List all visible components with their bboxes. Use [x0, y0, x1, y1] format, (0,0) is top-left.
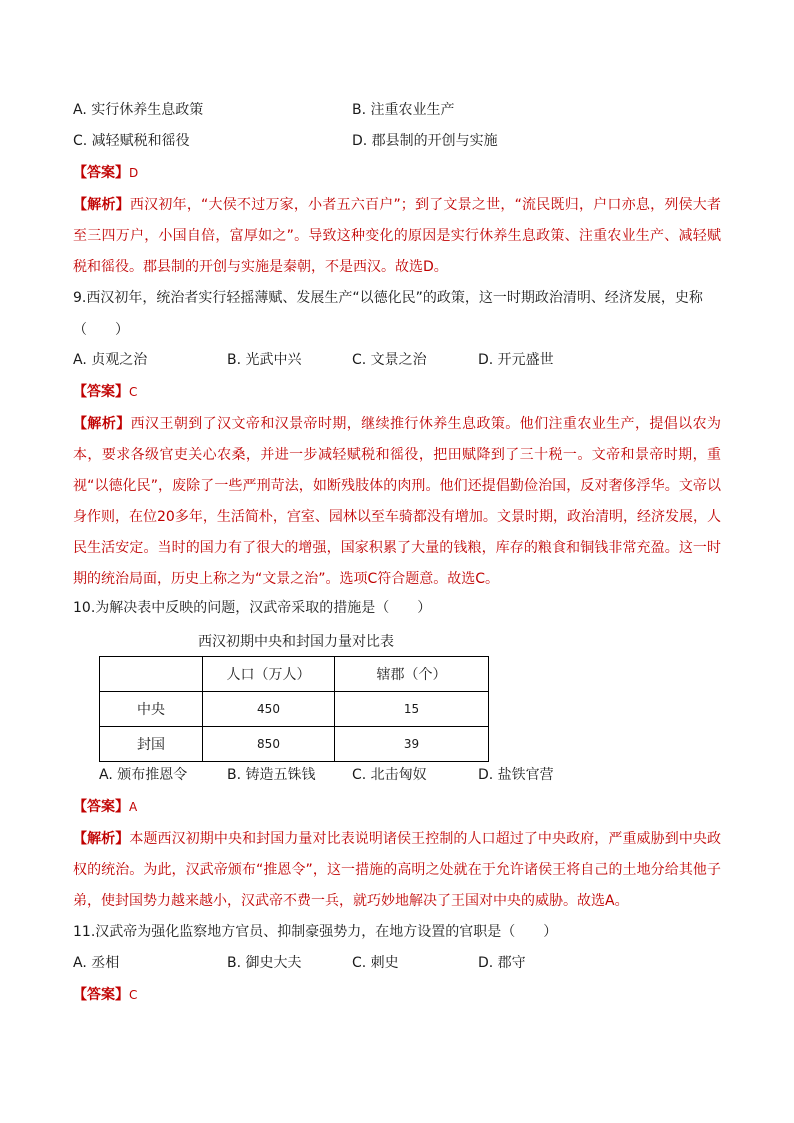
q11-stem: 11.汉武帝为强化监察地方官员、抑制豪强势力，在地方设置的官职是（ ） [73, 924, 558, 940]
table-title: 西汉初期中央和封国力量对比表 [198, 634, 394, 650]
q11-option-d: D. 郡守 [478, 955, 526, 971]
answer-label: 【答案】 [73, 384, 129, 400]
q11-option-b: B. 御史大夫 [227, 955, 302, 971]
analysis-label: 【解析】 [73, 831, 130, 847]
analysis-text: 西汉王朝到了汉文帝和汉景帝时期，继续推行休养生息政策。他们注重农业生产，提倡以农为本，要求各级官吏关心农桑，并进一步减轻赋税和徭役，把田赋降到了三十税一。文帝和景帝时期，重视“以德化民”，废除了一些严刑苛法，如断残肢体的肉刑。他们还提倡勤俭治国，反对奢侈浮华。文帝以身作则，在位20多年，生活简朴，宫室、园林以至车骑都没有增加。文景时期，政治清明，经济发展，人民生活安定。当时的国力有了很大的增强，国家积累了大量的钱粮，库存的粮食和铜钱非常充盈。这一时期的统治局面，历史上称之为“文景之治”。选项C符合题意。故选C。 [73, 416, 722, 587]
q11-answer [73, 985, 137, 1005]
q11-option-c: C. 刺史 [352, 955, 399, 971]
answer-label: 【答案】 [73, 799, 129, 815]
q9-option-d: D. 开元盛世 [478, 352, 554, 368]
analysis-label: 【解析】 [73, 197, 130, 213]
table-header-cell: 人口（万人） [203, 657, 335, 692]
table-cell: 封国 [100, 727, 203, 762]
analysis-label: 【解析】 [73, 416, 131, 432]
table-header-cell: 辖郡（个） [335, 657, 489, 692]
answer-value: A [129, 800, 138, 814]
q8-option-d: D. 郡县制的开创与实施 [352, 133, 498, 149]
q10-option-c: C. 北击匈奴 [352, 767, 427, 783]
table-header-row [100, 657, 489, 692]
answer-value: C [129, 988, 138, 1002]
table-cell: 15 [335, 692, 489, 727]
q9-option-b: B. 光武中兴 [227, 352, 302, 368]
table-header-cell [100, 657, 203, 692]
q8-analysis [73, 190, 721, 283]
answer-value: C [129, 385, 138, 399]
q10-analysis [73, 824, 721, 917]
q10-option-b: B. 铸造五铢钱 [227, 767, 316, 783]
q9-analysis [73, 409, 721, 595]
answer-label: 【答案】 [73, 987, 129, 1003]
table-cell: 中央 [100, 692, 203, 727]
table-row [100, 692, 489, 727]
q8-option-c: C. 减轻赋税和徭役 [73, 133, 190, 149]
q9-stem: 9.西汉初年，统治者实行轻摇薄赋、发展生产“以德化民”的政策，这一时期政治清明、经济发展，史称 [73, 290, 703, 306]
table-cell: 39 [335, 727, 489, 762]
q8-answer [73, 163, 138, 183]
q9-option-c: C. 文景之治 [352, 352, 427, 368]
q10-stem: 10.为解决表中反映的问题，汉武帝采取的措施是（ ） [73, 600, 432, 616]
q11-option-a: A. 丞相 [73, 955, 120, 971]
analysis-text: 本题西汉初期中央和封国力量对比表说明诸侯王控制的人口超过了中央政府，严重威胁到中央政权的统治。为此，汉武帝颁布“推恩令”，这一措施的高明之处就在于允许诸侯王将自己的土地分给其他子弟，使封国势力越来越小，汉武帝不费一兵，就巧妙地解决了王国对中央的威胁。故选A。 [73, 831, 722, 909]
q10-option-d: D. 盐铁官营 [478, 767, 554, 783]
analysis-text: 西汉初年，“大侯不过万家，小者五六百户”；到了文景之世，“流民既归，户口亦息，列侯大者至三四万户，小国自倍，富厚如之”。导致这种变化的原因是实行休养生息政策、注重农业生产、减轻赋税和徭役。郡县制的开创与实施是秦朝，不是西汉。故选D。 [73, 197, 722, 275]
q8-option-b: B. 注重农业生产 [352, 102, 455, 118]
comparison-table [99, 656, 489, 762]
answer-label: 【答案】 [73, 165, 129, 181]
answer-value: D [129, 166, 139, 180]
q8-option-a: A. 实行休养生息政策 [73, 102, 204, 118]
q10-option-a: A. 颁布推恩令 [99, 767, 188, 783]
q10-answer [73, 797, 137, 817]
table-cell: 450 [203, 692, 335, 727]
table-row [100, 727, 489, 762]
table-cell: 850 [203, 727, 335, 762]
q9-stem-bracket: （ ） [73, 322, 129, 338]
q9-answer [73, 382, 137, 402]
q9-option-a: A. 贞观之治 [73, 352, 148, 368]
